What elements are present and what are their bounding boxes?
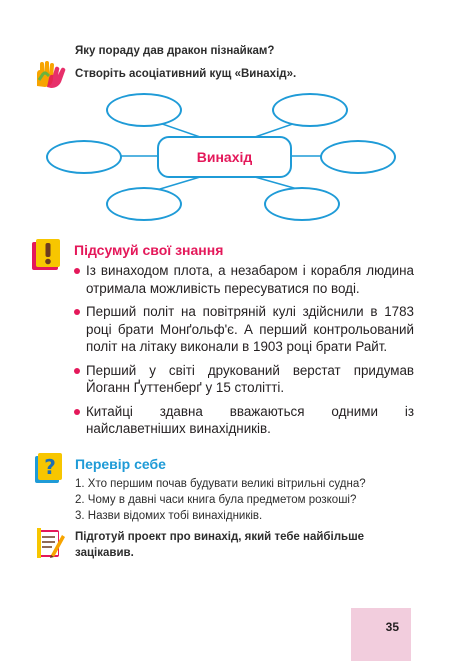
list-item: Китайці здавна вважаються одними із найславетніших винахідників. (74, 403, 414, 438)
cluster-bubble-top-right (272, 93, 348, 127)
project-task: Підготуй проект про винахід, який тебе найбільше зацікавив. (75, 531, 365, 559)
task-line: Створіть асоціативний кущ «Винахід». (75, 68, 297, 80)
cluster-bubble-left (46, 140, 122, 174)
list-item: Із винаходом плота, а незабаром і корабля людина отримала можливість пересуватися по воді. (74, 262, 414, 297)
summary-list (74, 262, 414, 444)
list-item: 3. Назви відомих тобі винахідників. (75, 510, 263, 522)
exclamation-icon (30, 238, 64, 272)
list-item: Перший у світі друкований верстат придумав Йоганн Ґуттенберґ у 15 столітті. (74, 362, 414, 397)
notebook-pencil-icon (34, 527, 66, 559)
list-item: 1. Хто першим почав будувати великі вітрильні судна? (75, 478, 366, 490)
cluster-bubble-bottom-right (264, 187, 340, 221)
hands-icon (33, 60, 67, 90)
page-number: 35 (385, 620, 399, 634)
cluster-bubble-right (320, 140, 396, 174)
cluster-center-label: Винахід (196, 149, 253, 165)
question-line: Яку пораду дав дракон пізнайкам? (75, 45, 275, 57)
check-questions-list (75, 476, 366, 524)
summary-title: Підсумуй свої знання (74, 242, 224, 258)
cluster-center-box (157, 136, 292, 178)
check-title: Перевір себе (75, 456, 166, 472)
page-number-tab (351, 608, 411, 661)
svg-text:?: ? (44, 455, 56, 479)
list-item: Перший політ на повітряній кулі здійснили в 1783 році брати Монґольф'є. А перший контрольований політ на літаку виконали в 1903 році брати Райт. (74, 303, 414, 356)
list-item: 2. Чому в давні часи книга була предметом розкоші? (75, 494, 357, 506)
cluster-bubble-bottom-left (106, 187, 182, 221)
cluster-bubble-top-left (106, 93, 182, 127)
question-icon (34, 452, 64, 484)
association-cluster-diagram (40, 88, 425, 228)
